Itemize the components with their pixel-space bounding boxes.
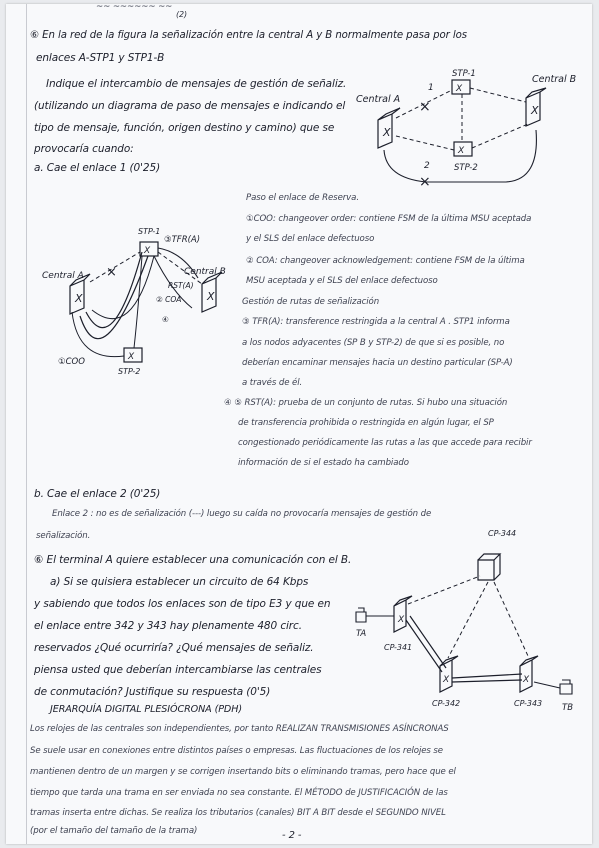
- access-line-tb: [534, 682, 560, 688]
- q6-line-6: piensa usted que deberían intercambiarse las centrales: [34, 664, 322, 676]
- top-number: (2): [176, 10, 188, 19]
- cp343-box: [520, 656, 538, 692]
- answer-6-line-2: Se suele usar en conexiones entre distintos países o empresas. Las fluctuaciones de los relojes se: [30, 746, 443, 756]
- answer-b-line-1: Enlace 2 : no es de señalización (---) luego su caída no provocaría mensajes de gestión de: [52, 509, 432, 519]
- central-a-label: Central A: [42, 271, 84, 281]
- cp341-label: CP-341: [384, 643, 413, 652]
- qa-line-1: a. Cae el enlace 1 (0'25): [34, 162, 161, 174]
- answer-b-line-2: señalización.: [36, 531, 91, 541]
- switch-icon: X: [456, 84, 463, 94]
- answer-a-line-13: congestionado periódicamente las rutas a las que accede para recibir: [238, 438, 532, 448]
- notebook-page: [6, 4, 592, 844]
- step-4-label: ④: [162, 315, 169, 324]
- switch-icon: X: [531, 104, 539, 117]
- stp1-label: STP-1: [452, 69, 476, 79]
- answer-a-line-11: ④ ⑤ RST(A): prueba de un conjunto de rutas. Si hubo una situación: [224, 398, 508, 408]
- cp343-label: CP-343: [514, 699, 543, 708]
- phone-icon: [560, 680, 572, 694]
- answer-a-line-6: Gestión de rutas de señalización: [242, 297, 380, 307]
- answer-a-line-3: y el SLS del enlace defectuoso: [246, 234, 375, 244]
- cp344-label: CP-344: [488, 529, 517, 538]
- answer-a-line-9: deberían encaminar mensajes hacia un destino particular (SP-A): [242, 358, 513, 368]
- link-2-label: 2: [424, 161, 430, 171]
- top-scribble: ~~ ~~~~~~ ~~: [96, 4, 173, 12]
- answer-6-line-4: tiempo que tarda una trama en ser enviada no sea constante. El MÉTODO de JUSTIFICACIÓN de las: [30, 788, 448, 798]
- switch-icon: X: [75, 292, 83, 305]
- message-arrow: [134, 256, 142, 348]
- answer-a-line-10: a través de él.: [242, 378, 303, 388]
- switch-icon: X: [398, 615, 405, 625]
- q6-line-5: reservados ¿Qué ocurriría? ¿Qué mensajes de señaliz.: [34, 642, 314, 654]
- central-b-label: Central B: [532, 74, 577, 85]
- answer-a-line-2: ①COO: changeover order: contiene FSM de la última MSU aceptada: [246, 214, 532, 224]
- answer-6-line-5: tramas inserta entre dichas. Se realiza los tributarios (canales) BIT A BIT desde el SEGUNDO NIVEL: [30, 808, 446, 818]
- q5-line-1: ⑥ En la red de la figura la señalización entre la central A y B normalmente pasa por los: [30, 30, 467, 41]
- q5-line-5: tipo de mensaje, función, origen destino y camino) que se: [34, 122, 335, 134]
- central-b-label: Central B: [184, 267, 226, 277]
- terminal-a-label: TA: [356, 629, 367, 639]
- answer-a-line-14: información de si el estado ha cambiado: [238, 458, 409, 468]
- cp344-box: [478, 554, 500, 580]
- trunk-342-343: [452, 674, 522, 682]
- message-flow-figure: [42, 212, 242, 382]
- q6-line-1: ⑥ El terminal A quiere establecer una comunicación con el B.: [34, 554, 352, 566]
- link-stp2-b: [472, 124, 528, 148]
- central-a-label: Central A: [356, 94, 401, 105]
- switch-icon: X: [383, 126, 391, 139]
- answer-a-line-1: Paso el enlace de Reserva.: [246, 193, 359, 203]
- page-number: - 2 -: [282, 830, 302, 841]
- q5-line-3: Indique el intercambio de mensajes de gestión de señaliz.: [46, 78, 347, 90]
- answer-a-line-4: ② COA: changeover acknowledgement: contiene FSM de la última: [246, 256, 525, 266]
- stp1-label: STP-1: [138, 227, 161, 236]
- break-mark: ×: [419, 99, 431, 115]
- answer-a-line-12: de transferencia prohibida o restringida en algún lugar, el SP: [238, 418, 494, 428]
- q6-line-4: el enlace entre 342 y 343 hay plenamente 480 circ.: [34, 620, 302, 632]
- break-mark: ×: [106, 265, 117, 280]
- q5-line-4: (utilizando un diagrama de paso de mensajes e indicando el: [34, 100, 346, 112]
- q6-line-2: a) Si se quisiera establecer un circuito de 64 Kbps: [50, 576, 309, 588]
- answer-a-line-7: ③ TFR(A): transference restringida a la central A . STP1 informa: [242, 317, 510, 327]
- stp2-label: STP-2: [118, 367, 141, 376]
- margin-line: [26, 4, 27, 844]
- qb-line-1: b. Cae el enlace 2 (0'25): [34, 488, 161, 500]
- phone-icon: [356, 608, 366, 622]
- answer-6-line-1: Los relojes de las centrales son independientes, por tanto REALIZAN TRANSMISIONES ASÍNCRONAS: [30, 724, 449, 734]
- answer-a-line-8: a los nodos adyacentes (SP B y STP-2) de que si es posible, no: [242, 338, 505, 348]
- q6-line-7: de conmutación? Justifique su respuesta (0'5): [34, 686, 271, 698]
- answer-6-heading: JERARQUÍA DIGITAL PLESIÓCRONA (PDH): [50, 704, 242, 715]
- q6-line-3: y sabiendo que todos los enlaces son de tipo E3 y que en: [34, 598, 331, 610]
- link-stp1-b: [470, 88, 526, 102]
- link-344-342: [448, 582, 488, 658]
- terminal-b-label: TB: [562, 703, 574, 713]
- cp341-box: [394, 596, 412, 632]
- switch-icon: X: [128, 352, 135, 362]
- switch-icon: X: [458, 146, 465, 156]
- switch-icon: X: [443, 675, 450, 685]
- switch-icon: X: [144, 246, 151, 256]
- network-figure-1: [356, 64, 586, 189]
- stp2-label: STP-2: [454, 163, 478, 173]
- break-mark: ×: [419, 174, 431, 190]
- coo-label: ①COO: [58, 357, 85, 367]
- network-figure-2: [348, 524, 588, 719]
- tfr-label: ③TFR(A): [164, 235, 201, 245]
- rst-label: RST(A): [168, 281, 194, 290]
- cp342-box: [440, 656, 458, 692]
- link-341-344: [408, 576, 480, 604]
- answer-a-line-5: MSU aceptada y el SLS del enlace defectuoso: [246, 276, 438, 286]
- cp342-label: CP-342: [432, 699, 461, 708]
- answer-6-line-3: mantienen dentro de un margen y se corrigen insertando bits o eliminando tramas, pero hace que el: [30, 767, 456, 777]
- q5-line-2: enlaces A-STP1 y STP1-B: [36, 52, 165, 64]
- link-a-stp2: [396, 136, 454, 150]
- link-1-label: 1: [428, 83, 434, 93]
- q5-line-6: provocaría cuando:: [34, 143, 134, 155]
- message-arrow: [86, 252, 142, 328]
- answer-6-line-6: (por el tamaño del tamaño de la trama): [30, 826, 198, 836]
- link-344-343: [494, 582, 528, 656]
- switch-icon: X: [207, 290, 215, 303]
- switch-icon: X: [523, 675, 530, 685]
- coa-label: ② COA: [156, 295, 182, 304]
